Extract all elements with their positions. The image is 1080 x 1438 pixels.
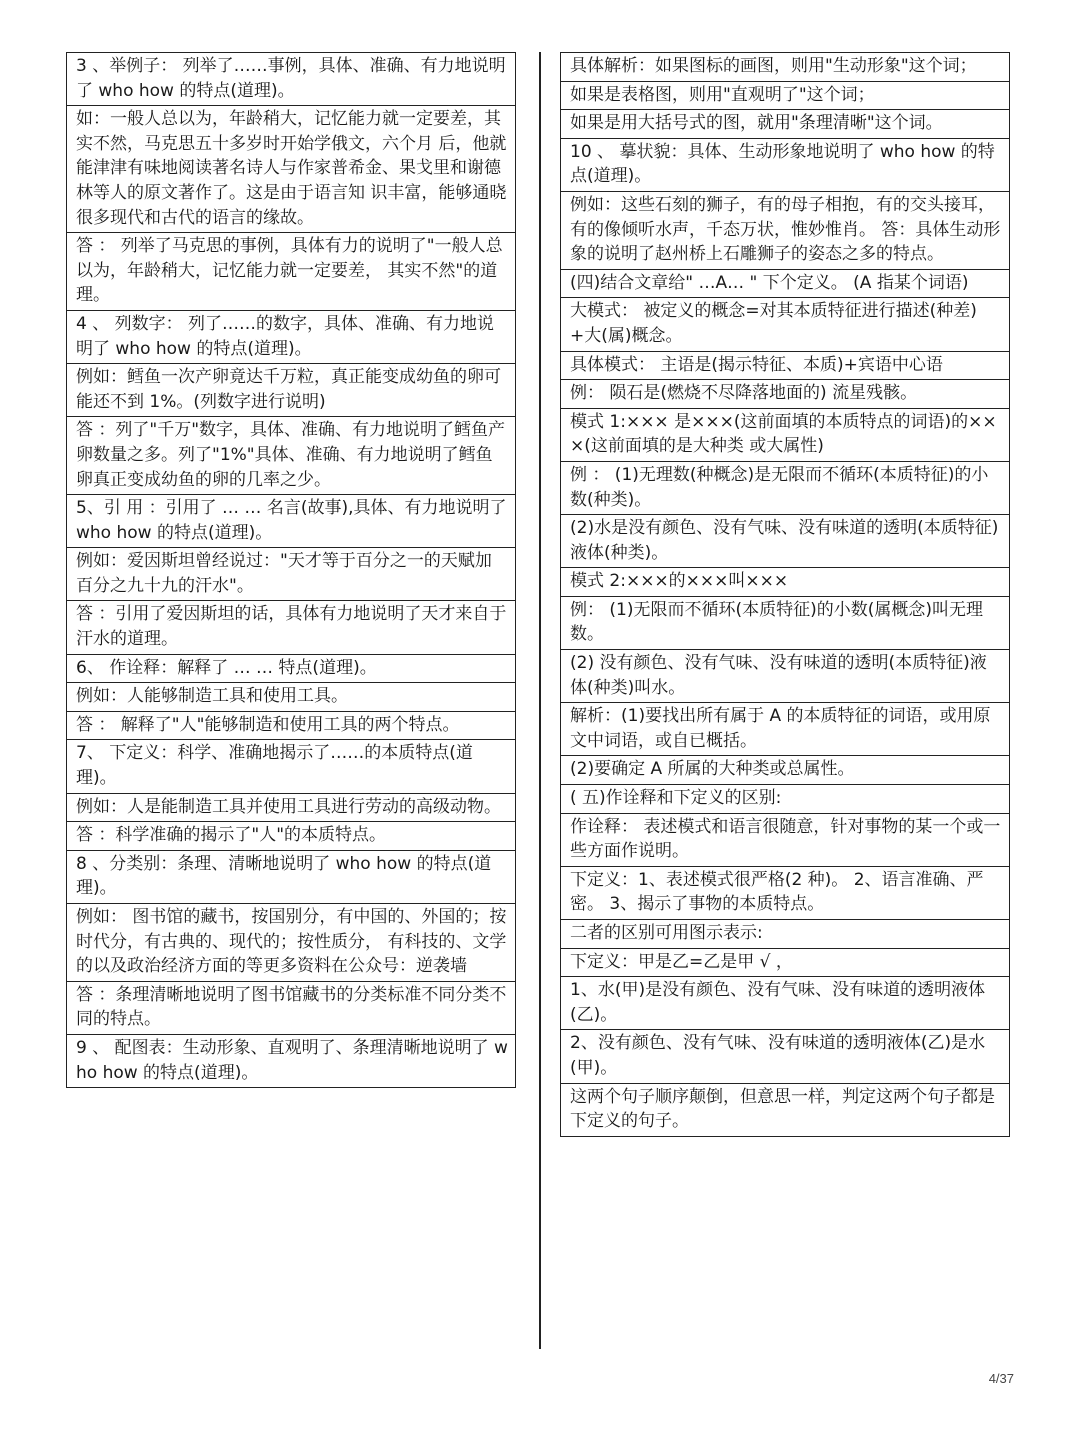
- table-row: [67, 740, 516, 793]
- table-cell: 解析：(1)要找出所有属于 A 的本质特征的词语，或用原文中词语，或自已概括。: [561, 703, 1010, 756]
- page-number: 4/37: [988, 1371, 1014, 1386]
- table-cell: 例： (1)无限而不循环(本质特征)的小数(属概念)叫无理数。: [561, 596, 1010, 649]
- table-row: [561, 461, 1010, 514]
- table-row: [561, 703, 1010, 756]
- table-cell: 例如：爱因斯坦曾经说过："天才等于百分之一的天赋加百分之九十九的汗水"。: [67, 548, 516, 601]
- table-row: [67, 310, 516, 363]
- table-row: [561, 110, 1010, 139]
- table-row: [561, 53, 1010, 82]
- table-cell: 答 ：引用了爱因斯坦的话，具体有力地说明了天才来自于汗水的道理。: [67, 601, 516, 654]
- table-cell: 5、引 用 ：引用了 … … 名言(故事),具体、有力地说明了 who how 的特点(道理)。: [67, 495, 516, 548]
- table-row: [67, 654, 516, 683]
- table-cell: 7、 下定义：科学、准确地揭示了……的本质特点(道理)。: [67, 740, 516, 793]
- table-cell: 2、没有颜色、没有气味、没有味道的透明液体(乙)是水(甲)。: [561, 1030, 1010, 1083]
- table-row: [561, 408, 1010, 461]
- table-cell: 例如：人是能制造工具并使用工具进行劳动的高级动物。: [67, 793, 516, 822]
- table-cell: 二者的区别可用图示表示:: [561, 920, 1010, 949]
- left-column-table: [66, 52, 516, 1088]
- table-row: [67, 711, 516, 740]
- table-cell: 例如： 图书馆的藏书，按国别分，有中国的、外国的；按时代分，有古典的、现代的；按性质分， 有科技的、文学的以及政治经济方面的等更多资料在公众号：逆袭墙: [67, 904, 516, 982]
- table-cell: ( 五)作诠释和下定义的区别:: [561, 785, 1010, 814]
- table-row: [561, 785, 1010, 814]
- table-row: [561, 1083, 1010, 1136]
- table-row: [67, 822, 516, 851]
- right-column-table: [560, 52, 1010, 1137]
- table-cell: 例如：人能够制造工具和使用工具。: [67, 683, 516, 712]
- table-row: [561, 380, 1010, 409]
- table-cell: 答 ：科学准确的揭示了"人"的本质特点。: [67, 822, 516, 851]
- table-row: [561, 813, 1010, 866]
- table-cell: 例如：这些石刻的狮子，有的母子相抱，有的交头接耳，有的像倾听水声，千态万状，惟妙惟肖。 答：具体生动形象的说明了赵州桥上石雕狮子的姿态之多的特点。: [561, 191, 1010, 269]
- table-cell: 6、 作诠释：解释了 … … 特点(道理)。: [67, 654, 516, 683]
- table-cell: 1、水(甲)是没有颜色、没有气味、没有味道的透明液体(乙)。: [561, 977, 1010, 1030]
- table-cell: 答 ：列了"千万"数字，具体、准确、有力地说明了鳕鱼产卵数量之多。列了"1%"具体、准确、有力地说明了鳕鱼卵真正变成幼鱼的卵的几率之少。: [67, 417, 516, 495]
- table-row: [561, 1030, 1010, 1083]
- table-cell: 4 、 列数字： 列了……的数字，具体、准确、有力地说明了 who how 的特点(道理)。: [67, 310, 516, 363]
- table-row: [561, 515, 1010, 568]
- table-row: [67, 548, 516, 601]
- table-row: [561, 269, 1010, 298]
- table-row: [67, 106, 516, 233]
- table-row: [561, 298, 1010, 351]
- table-row: [561, 756, 1010, 785]
- table-cell: 模式 1:××× 是×××(这前面填的本质特点的词语)的×××(这前面填的是大种类 或大属性): [561, 408, 1010, 461]
- table-row: [561, 191, 1010, 269]
- left-column: [66, 52, 516, 1088]
- table-cell: 如：一般人总以为，年龄稍大，记忆能力就一定要差，其实不然，马克思五十多岁时开始学俄文，六个月 后，他就能津津有味地阅读著名诗人与作家普希金、果戈里和谢德林等人的原文著作了。这是由于语言知 识丰富，能够通晓很多现代和古代的语言的缘故。: [67, 106, 516, 233]
- table-cell: (2) 没有颜色、没有气味、没有味道的透明(本质特征)液体(种类)叫水。: [561, 650, 1010, 703]
- table-cell: (四)结合文章给" …A… " 下个定义。 (A 指某个词语): [561, 269, 1010, 298]
- table-row: [561, 650, 1010, 703]
- table-row: [67, 601, 516, 654]
- table-cell: 8 、分类别：条理、清晰地说明了 who how 的特点(道理)。: [67, 850, 516, 903]
- table-row: [561, 866, 1010, 919]
- table-row: [561, 920, 1010, 949]
- table-cell: 模式 2:×××的×××叫×××: [561, 568, 1010, 597]
- table-row: [561, 351, 1010, 380]
- table-cell: 作诠释： 表述模式和语言很随意，针对事物的某一个或一些方面作说明。: [561, 813, 1010, 866]
- table-row: [561, 568, 1010, 597]
- right-column: [560, 52, 1010, 1137]
- table-row: [67, 233, 516, 311]
- table-cell: 如果是用大括号式的图，就用"条理清晰"这个词。: [561, 110, 1010, 139]
- table-cell: (2)要确定 A 所属的大种类或总属性。: [561, 756, 1010, 785]
- table-cell: 例如：鳕鱼一次产卵竟达千万粒，真正能变成幼鱼的卵可能还不到 1%。(列数字进行说明): [67, 364, 516, 417]
- table-cell: 3 、举例子： 列举了……事例，具体、准确、有力地说明了 who how 的特点(道理)。: [67, 53, 516, 106]
- table-cell: 例 ： (1)无理数(种概念)是无限而不循环(本质特征)的小数(种类)。: [561, 461, 1010, 514]
- table-row: [67, 793, 516, 822]
- table-row: [67, 981, 516, 1034]
- table-row: [561, 596, 1010, 649]
- table-cell: 下定义：1、表述模式很严格(2 种)。 2、语言准确、严密。 3、揭示了事物的本质特点。: [561, 866, 1010, 919]
- table-row: [67, 904, 516, 982]
- table-row: [67, 850, 516, 903]
- table-cell: 如果是表格图，则用"直观明了"这个词；: [561, 81, 1010, 110]
- table-row: [561, 81, 1010, 110]
- table-cell: 答 ： 列举了马克思的事例，具体有力的说明了"一般人总以为，年龄稍大，记忆能力就一定要差， 其实不然"的道理。: [67, 233, 516, 311]
- table-cell: 下定义：甲是乙=乙是甲 √ ，: [561, 948, 1010, 977]
- table-row: [67, 1034, 516, 1087]
- table-cell: (2)水是没有颜色、没有气味、没有味道的透明(本质特征)液体(种类)。: [561, 515, 1010, 568]
- table-cell: 具体模式： 主语是(揭示特征、本质)+宾语中心语: [561, 351, 1010, 380]
- table-row: [67, 683, 516, 712]
- table-cell: 具体解析：如果图标的画图，则用"生动形象"这个词；: [561, 53, 1010, 82]
- column-divider: [539, 52, 541, 1349]
- table-cell: 例： 陨石是(燃烧不尽降落地面的) 流星残骸。: [561, 380, 1010, 409]
- table-row: [561, 977, 1010, 1030]
- table-row: [561, 948, 1010, 977]
- table-cell: 这两个句子顺序颠倒，但意思一样，判定这两个句子都是下定义的句子。: [561, 1083, 1010, 1136]
- table-row: [561, 138, 1010, 191]
- table-cell: 10 、 摹状貌：具体、生动形象地说明了 who how 的特点(道理)。: [561, 138, 1010, 191]
- table-row: [67, 53, 516, 106]
- table-cell: 大模式： 被定义的概念=对其本质特征进行描述(种差)+大(属)概念。: [561, 298, 1010, 351]
- table-row: [67, 364, 516, 417]
- table-cell: 9 、 配图表：生动形象、直观明了、条理清晰地说明了 who how 的特点(道理)。: [67, 1034, 516, 1087]
- table-row: [67, 417, 516, 495]
- table-cell: 答 ： 解释了"人"能够制造和使用工具的两个特点。: [67, 711, 516, 740]
- table-row: [67, 495, 516, 548]
- table-cell: 答 ：条理清晰地说明了图书馆藏书的分类标准不同分类不同的特点。: [67, 981, 516, 1034]
